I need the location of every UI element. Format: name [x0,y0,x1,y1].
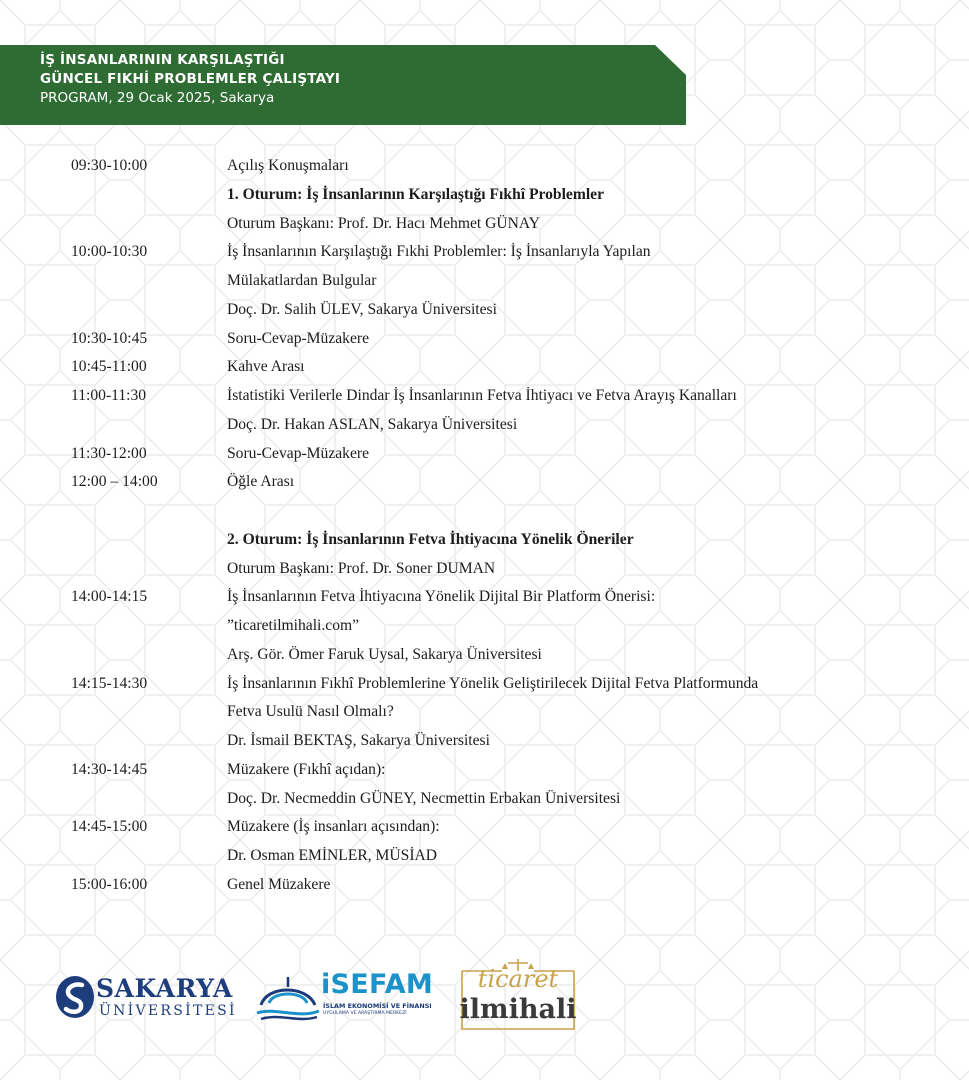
program-item: Doç. Dr. Necmeddin GÜNEY, Necmettin Erbakan Üniversitesi [227,789,621,807]
header-subtitle: PROGRAM, 29 Ocak 2025, Sakarya [40,90,275,106]
isefam-logo-sub1: İSLAM EKONOMİSİ VE FİNANSI [323,1002,432,1010]
program-item: Öğle Arası [227,473,295,491]
sakarya-logo-name: SAKARYA [96,974,233,1003]
program-time: 14:45-15:00 [71,818,148,836]
program-row [0,325,969,354]
program-row [0,152,969,181]
program-row [0,440,969,469]
isefam-logo [255,969,437,1029]
program-time: 14:00-14:15 [71,588,148,606]
ticaret-ilmihali-logo [458,957,578,1033]
session-heading: 2. Oturum: İş İnsanlarının Fetva İhtiyacına Yönelik Öneriler [227,530,634,548]
sakarya-university-logo [55,973,237,1025]
sakarya-logo-sub: ÜNİVERSİTESİ [99,1003,237,1019]
program-row [0,382,969,411]
isefam-logo-sub2: UYGULAMA VE ARAŞTIRMA MERKEZİ [323,1011,407,1016]
program-time: 10:00-10:30 [71,243,148,261]
program-item: İş İnsanlarının Fetva İhtiyacına Yönelik Dijital Bir Platform Önerisi: [227,588,656,606]
program-row [0,813,969,842]
logo-footer [0,955,969,1045]
ticaret-logo-word2: ilmihali [459,994,577,1025]
program-row [0,210,969,239]
header-title-line2: GÜNCEL FIKHİ PROBLEMLER ÇALIŞTAYI [40,71,341,87]
sakarya-university-emblem-icon [55,975,95,1019]
program-item: İstatistiki Verilerle Dindar İş İnsanlarının Fetva İhtiyacı ve Fetva Arayış Kanalları [227,387,737,404]
program-time: 14:30-14:45 [71,760,148,778]
program-row [0,296,969,325]
session-heading: 1. Oturum: İş İnsanlarının Karşılaştığı Fıkhî Problemler [227,185,605,203]
isefam-dome-icon [255,973,321,1023]
program-time: 10:45-11:00 [71,358,147,376]
program-item: Kahve Arası [227,358,305,376]
program-item: İş İnsanlarının Fıkhî Problemlerine Yönelik Geliştirilecek Dijital Fetva Platformunda [227,674,759,692]
isefam-logo-name: iSEFAM [321,969,434,1000]
program-time: 11:00-11:30 [71,387,147,404]
program-row [0,267,969,296]
program-item: Soru-Cevap-Müzakere [227,444,370,462]
program-row [0,181,969,210]
program-row [0,842,969,871]
program-time: 12:00 – 14:00 [71,473,158,491]
program-row [0,468,969,497]
program-row [0,612,969,641]
ticaret-logo-word1: ticaret [477,965,559,993]
program-item: İş İnsanlarının Karşılaştığı Fıkhi Problemler: İş İnsanlarıyla Yapılan [227,243,651,261]
header-title [40,51,340,108]
program-row [0,698,969,727]
program-item: Doç. Dr. Salih ÜLEV, Sakarya Üniversitesi [227,300,497,318]
program-item: Müzakere (İş insanları açısından): [227,818,440,836]
program-row [0,756,969,785]
program-item: ”ticaretilmihali.com” [227,617,360,634]
program-row [0,526,969,555]
program-row [0,555,969,584]
program-row [0,238,969,267]
program-item: Dr. Osman EMİNLER, MÜSİAD [227,847,438,864]
header-title-line1: İŞ İNSANLARININ KARŞILAŞTIĞI [40,52,285,68]
program-time: 10:30-10:45 [71,329,148,347]
program-row [0,583,969,612]
program-item: Arş. Gör. Ömer Faruk Uysal, Sakarya Üniversitesi [227,645,542,663]
program-item: Genel Müzakere [227,875,331,893]
program-item: Doç. Dr. Hakan ASLAN, Sakarya Üniversitesi [227,415,518,433]
program-row [0,670,969,699]
program-row [0,411,969,440]
program-row [0,497,969,526]
header-banner [0,45,686,125]
program-row [0,641,969,670]
program-item: Oturum Başkanı: Prof. Dr. Hacı Mehmet GÜNAY [227,214,540,232]
program-row [0,785,969,814]
program-time: 14:15-14:30 [71,674,148,692]
program-item: Dr. İsmail BEKTAŞ, Sakarya Üniversitesi [227,732,490,749]
program-row [0,353,969,382]
program-item: Açılış Konuşmaları [227,157,349,174]
program-schedule [0,152,969,900]
program-item: Oturum Başkanı: Prof. Dr. Soner DUMAN [227,559,496,577]
program-item: Müzakere (Fıkhî açıdan): [227,760,386,778]
program-row [0,871,969,900]
program-row [0,727,969,756]
program-time: 11:30-12:00 [71,444,147,462]
program-time: 09:30-10:00 [71,157,148,174]
program-item: Fetva Usulü Nasıl Olmalı? [227,703,394,721]
program-item: Soru-Cevap-Müzakere [227,329,370,347]
program-time: 15:00-16:00 [71,875,148,893]
program-item: Mülakatlardan Bulgular [227,272,377,289]
